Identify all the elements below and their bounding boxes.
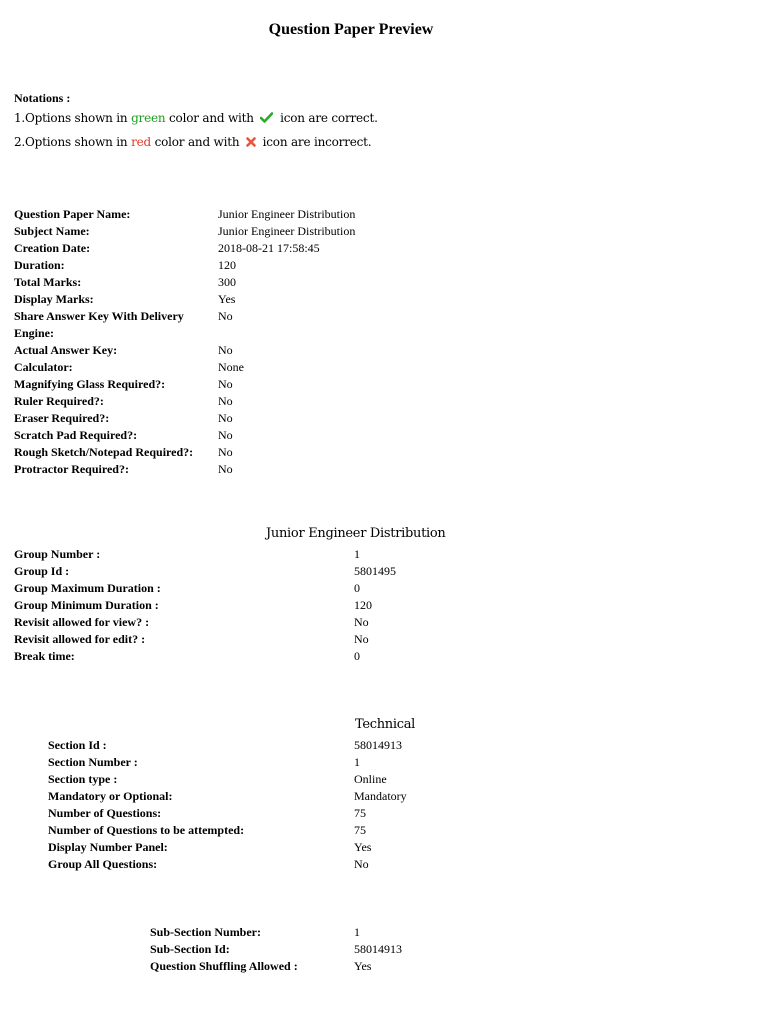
notation-color-word: red [131, 135, 151, 149]
field-value: 75 [354, 806, 366, 820]
field-label: Creation Date: [14, 241, 91, 255]
notations-heading: Notations : [14, 91, 71, 105]
field-value: 0 [354, 581, 360, 595]
field-value: No [218, 411, 233, 425]
table-row [48, 771, 407, 788]
field-value: 5801495 [354, 564, 396, 578]
field-value: No [218, 377, 233, 391]
paper-meta-table [14, 206, 355, 478]
field-value: No [218, 343, 233, 357]
table-row [48, 822, 407, 839]
field-value: No [218, 462, 233, 476]
field-label: Number of Questions: [48, 806, 162, 820]
field-value: No [354, 857, 369, 871]
table-row [48, 788, 407, 805]
field-value: No [218, 394, 233, 408]
table-row [48, 856, 407, 873]
field-label: Duration: [14, 258, 65, 272]
field-value: No [354, 632, 369, 646]
field-label: Total Marks: [14, 275, 82, 289]
table-row [14, 257, 355, 274]
field-value: No [218, 309, 233, 323]
field-value: 120 [218, 258, 236, 272]
field-label: Group Number : [14, 547, 101, 561]
table-row [14, 631, 396, 648]
field-value: Yes [354, 959, 372, 973]
field-value: 1 [354, 755, 360, 769]
field-value: 0 [354, 649, 360, 663]
table-row [14, 376, 355, 393]
field-label: Question Paper Name: [14, 207, 131, 221]
check-icon [260, 112, 273, 126]
field-label: Scratch Pad Required?: [14, 428, 138, 442]
table-row [48, 839, 407, 856]
table-row [14, 359, 355, 376]
field-value: 1 [354, 547, 360, 561]
field-value: No [354, 615, 369, 629]
field-value: No [218, 428, 233, 442]
group-heading: Junior Engineer Distribution [266, 526, 446, 541]
table-row [14, 410, 355, 427]
field-value: 1 [354, 925, 360, 939]
field-value: Mandatory [354, 789, 407, 803]
table-row [14, 461, 355, 478]
notation-text: icon are correct. [276, 111, 378, 125]
field-label: Group Maximum Duration : [14, 581, 161, 595]
field-value: Yes [354, 840, 372, 854]
notation-correct [14, 111, 378, 126]
notation-text: 1.Options shown in [14, 111, 132, 125]
field-label: Display Number Panel: [48, 840, 168, 854]
field-label: Question Shuffling Allowed : [150, 959, 298, 973]
notation-color-word: green [131, 111, 166, 125]
field-label: Group All Questions: [48, 857, 158, 871]
field-value: Yes [218, 292, 236, 306]
field-label: Protractor Required?: [14, 462, 129, 476]
field-value: Junior Engineer Distribution [218, 224, 356, 238]
field-value: 58014913 [354, 738, 402, 752]
table-row [14, 342, 355, 359]
field-value: None [218, 360, 244, 374]
field-value: 2018-08-21 17:58:45 [218, 241, 320, 255]
field-label: Group Minimum Duration : [14, 598, 159, 612]
field-label: Eraser Required?: [14, 411, 110, 425]
table-row [48, 805, 407, 822]
table-row [150, 924, 402, 941]
notation-text: color and with [150, 135, 244, 149]
notation-incorrect [14, 135, 371, 150]
table-row [14, 291, 355, 308]
notation-text: color and with [165, 111, 258, 125]
notation-text: 2.Options shown in [14, 135, 132, 149]
field-label: Number of Questions to be attempted: [48, 823, 245, 837]
table-row [14, 648, 396, 665]
field-label: Section type : [48, 772, 118, 786]
table-row [14, 240, 355, 257]
field-label: Rough Sketch/Notepad Required?: [14, 445, 194, 459]
field-value: 75 [354, 823, 366, 837]
field-value: 58014913 [354, 942, 402, 956]
table-row [14, 393, 355, 410]
field-label: Mandatory or Optional: [48, 789, 173, 803]
field-label: Share Answer Key With Delivery Engine: [14, 309, 184, 340]
table-row [14, 580, 396, 597]
field-value: 300 [218, 275, 236, 289]
field-value: 120 [354, 598, 372, 612]
field-label: Sub-Section Id: [150, 942, 230, 956]
field-label: Break time: [14, 649, 75, 663]
table-row [48, 737, 407, 754]
notation-text: icon are incorrect. [259, 135, 372, 149]
section-heading: Technical [355, 717, 416, 732]
field-value: Online [354, 772, 387, 786]
table-row [48, 754, 407, 771]
field-label: Revisit allowed for view? : [14, 615, 150, 629]
field-label: Magnifying Glass Required?: [14, 377, 166, 391]
section-table [48, 737, 407, 873]
page-title: Question Paper Preview [268, 21, 434, 38]
table-row [150, 958, 402, 975]
field-label: Ruler Required?: [14, 394, 104, 408]
table-row [14, 308, 355, 342]
field-label: Display Marks: [14, 292, 94, 306]
field-label: Subject Name: [14, 224, 90, 238]
table-row [14, 444, 355, 461]
cross-icon [246, 136, 256, 150]
subsection-table [150, 924, 402, 975]
table-row [14, 563, 396, 580]
field-value: Junior Engineer Distribution [218, 207, 356, 221]
group-table [14, 546, 396, 665]
field-label: Actual Answer Key: [14, 343, 118, 357]
field-label: Group Id : [14, 564, 70, 578]
field-label: Sub-Section Number: [150, 925, 262, 939]
field-label: Section Number : [48, 755, 138, 769]
field-value: No [218, 445, 233, 459]
field-label: Section Id : [48, 738, 107, 752]
table-row [14, 614, 396, 631]
table-row [14, 427, 355, 444]
table-row [14, 206, 355, 223]
table-row [150, 941, 402, 958]
table-row [14, 546, 396, 563]
field-label: Calculator: [14, 360, 73, 374]
table-row [14, 274, 355, 291]
field-label: Revisit allowed for edit? : [14, 632, 146, 646]
table-row [14, 223, 355, 240]
table-row [14, 597, 396, 614]
